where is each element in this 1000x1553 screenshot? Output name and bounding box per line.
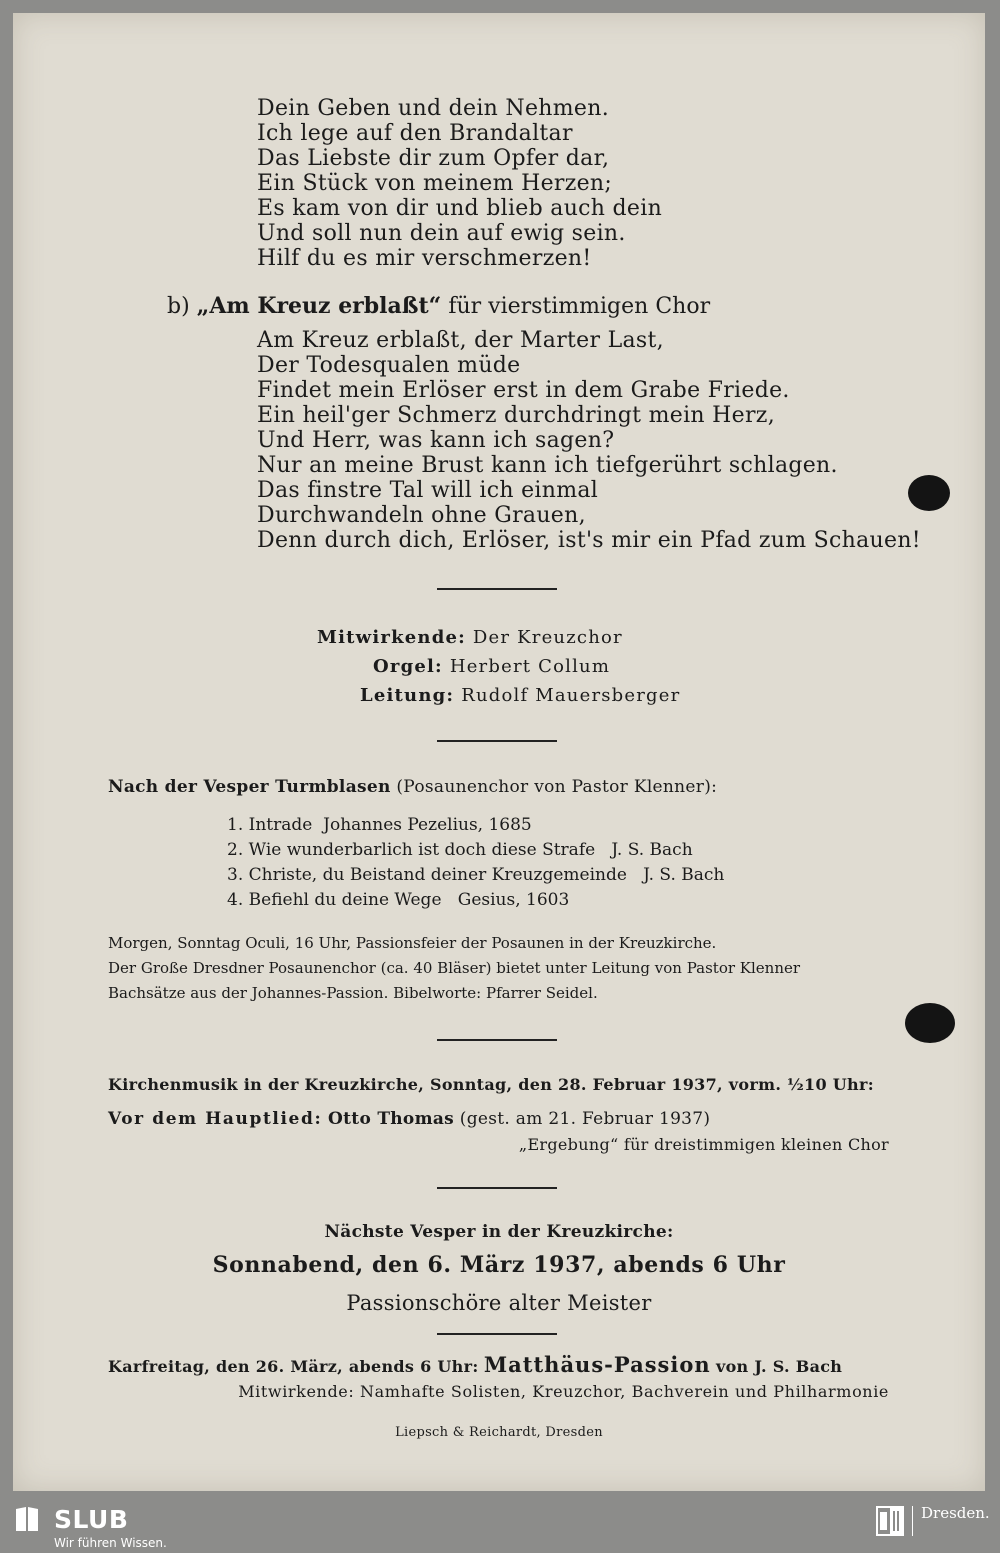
item-piece: Befiehl du deine Wege	[248, 890, 442, 910]
poem-line: Das Liebste dir zum Opfer dar,	[257, 146, 610, 171]
tower-heading-title: Nach der Vesper Turmblasen	[108, 777, 391, 797]
tower-heading-detail: (Posaunenchor von Pastor Klenner):	[396, 777, 718, 797]
poem-line: Ein Stück von meinem Herzen;	[257, 171, 613, 196]
poem-section-b	[257, 328, 921, 553]
poem-line: Ich lege auf den Brandaltar	[257, 121, 573, 146]
announcement	[108, 931, 800, 1006]
church-music-heading: Kirchenmusik in der Kreuzkirche, Sonntag, den 28. Februar 1937, vorm. ½10 Uhr:	[108, 1075, 874, 1094]
poem-line: Ein heil'ger Schmerz durchdringt mein Herz,	[257, 403, 775, 428]
item-number: 4.	[227, 890, 244, 910]
poem-line: Der Todesqualen müde	[257, 353, 521, 378]
credit-label: Orgel:	[373, 656, 443, 677]
announcement-line: Der Große Dresdner Posaunenchor (ca. 40 Bläser) bietet unter Leitung von Pastor Klenner	[108, 959, 801, 977]
credit-value: Herbert Collum	[449, 656, 611, 677]
tower-heading	[108, 777, 717, 797]
section-title: „Am Kreuz erblaßt“	[196, 293, 442, 319]
good-friday-work: Matthäus-Passion	[483, 1352, 711, 1377]
good-friday-composer: von J. S. Bach	[715, 1357, 843, 1376]
credit-label: Leitung:	[360, 685, 455, 706]
printer-imprint: Liepsch & Reichardt, Dresden	[395, 1425, 603, 1440]
composer-name: Otto Thomas	[328, 1109, 455, 1129]
item-composer: Gesius, 1603	[457, 890, 570, 910]
poem-line: Und Herr, was kann ich sagen?	[257, 428, 615, 453]
divider	[437, 1039, 557, 1041]
good-friday-lead: Karfreitag, den 26. März, abends 6 Uhr:	[108, 1357, 479, 1376]
poem-line: Es kam von dir und blieb auch dein	[257, 196, 663, 221]
next-vesper-date: Sonnabend, den 6. März 1937, abends 6 Uhr	[212, 1252, 786, 1278]
good-friday-participants: Mitwirkende: Namhafte Solisten, Kreuzchor, Bachverein und Philharmonie	[238, 1382, 889, 1401]
poem-top	[257, 96, 662, 271]
poem-line: Und soll nun dein auf ewig sein.	[257, 221, 626, 246]
divider	[437, 740, 557, 742]
item-composer: J. S. Bach	[611, 840, 693, 860]
poem-line: Durchwandeln ohne Grauen,	[257, 503, 586, 528]
section-subtitle: für vierstimmigen Chor	[448, 294, 711, 319]
footer-separator	[912, 1506, 913, 1536]
section-b-heading	[167, 293, 710, 319]
list-item	[227, 813, 724, 838]
next-vesper-program: Passionschöre alter Meister	[346, 1291, 652, 1315]
church-music-before	[108, 1109, 710, 1129]
divider	[437, 1187, 557, 1189]
item-piece: Christe, du Beistand deiner Kreuzgemeinde	[248, 865, 627, 885]
divider	[437, 588, 557, 590]
credit-label: Mitwirkende:	[317, 627, 466, 648]
item-composer: J. S. Bach	[643, 865, 725, 885]
city-name-text: Dresden.	[921, 1504, 990, 1522]
item-number: 2.	[227, 840, 244, 860]
item-piece: Wie wunderbarlich ist doch diese Strafe	[248, 840, 596, 860]
coat-of-arms-icon	[876, 1506, 904, 1536]
next-vesper-label: Nächste Vesper in der Kreuzkirche:	[324, 1222, 674, 1242]
item-number: 1.	[227, 815, 244, 835]
poem-line: Dein Geben und dein Nehmen.	[257, 96, 610, 121]
announcement-line: Bachsätze aus der Johannes-Passion. Bibelworte: Pfarrer Seidel.	[108, 984, 598, 1002]
item-number: 3.	[227, 865, 244, 885]
item-composer: Johannes Pezelius, 1685	[323, 815, 532, 835]
church-music-work: „Ergebung“ für dreistimmigen kleinen Chor	[518, 1135, 889, 1154]
credit-direction	[360, 681, 680, 710]
library-tagline: Wir führen Wissen.	[54, 1536, 167, 1550]
poem-line: Das finstre Tal will ich einmal	[257, 478, 599, 503]
credit-organ	[373, 652, 610, 681]
ink-stain	[908, 475, 950, 511]
poem-line: Denn durch dich, Erlöser, ist's mir ein Pfad zum Schauen!	[257, 528, 921, 553]
tower-list	[227, 813, 724, 913]
list-item	[227, 863, 724, 888]
ink-stain	[905, 1003, 955, 1043]
section-marker: b)	[167, 294, 190, 319]
poem-line: Am Kreuz erblaßt, der Marter Last,	[257, 328, 664, 353]
before-label: Vor dem Hauptlied:	[108, 1109, 323, 1129]
credit-value: Der Kreuzchor	[472, 627, 623, 648]
credit-participants	[317, 623, 623, 652]
item-piece: Intrade	[248, 815, 313, 835]
document-page	[13, 13, 985, 1491]
library-name[interactable]: SLUB	[54, 1505, 129, 1534]
good-friday-line	[108, 1352, 842, 1377]
list-item	[227, 838, 724, 863]
composer-note: (gest. am 21. Februar 1937)	[459, 1109, 711, 1129]
poem-line: Nur an meine Brust kann ich tiefgerührt schlagen.	[257, 453, 838, 478]
announcement-line: Morgen, Sonntag Oculi, 16 Uhr, Passionsfeier der Posaunen in der Kreuzkirche.	[108, 934, 717, 952]
poem-line: Findet mein Erlöser erst in dem Grabe Friede.	[257, 378, 790, 403]
city-name[interactable]	[921, 1505, 990, 1521]
poem-line: Hilf du es mir verschmerzen!	[257, 246, 592, 271]
credit-value: Rudolf Mauersberger	[461, 685, 681, 706]
divider	[437, 1333, 557, 1335]
book-icon	[14, 1505, 40, 1533]
list-item	[227, 888, 724, 913]
